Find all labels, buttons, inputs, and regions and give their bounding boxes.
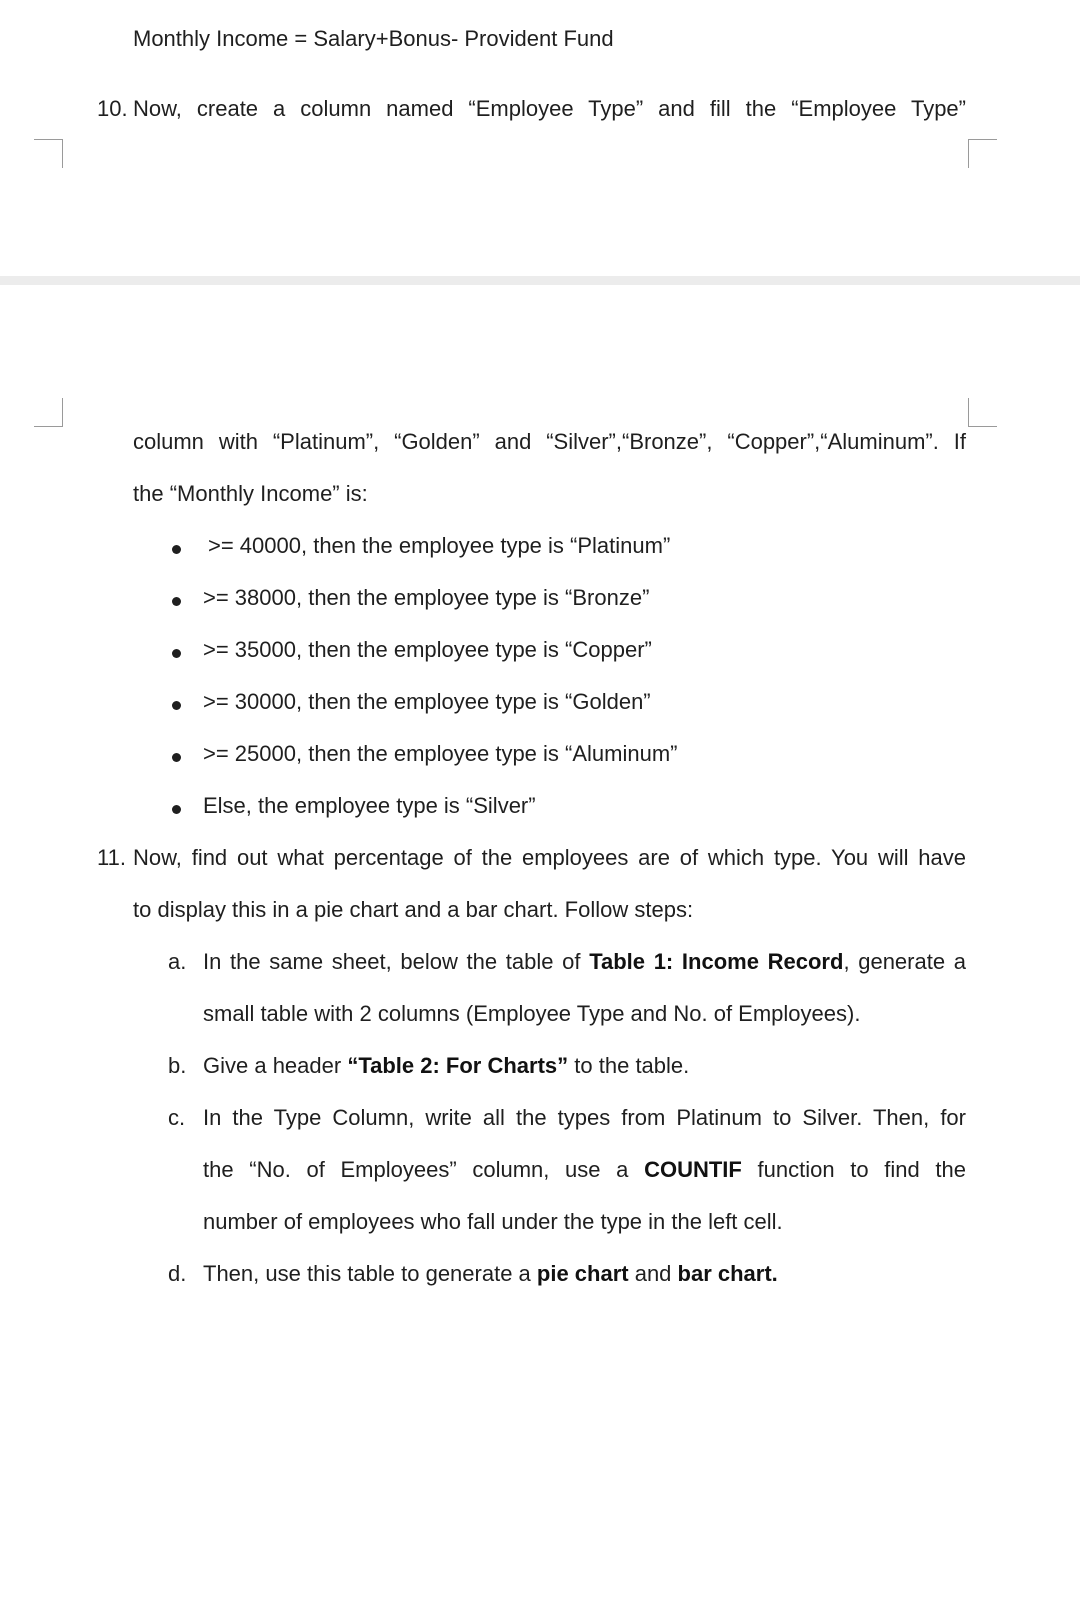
step-a-marker: a.	[168, 949, 187, 974]
rule-bronze: >= 38000, then the employee type is “Bronze”	[203, 585, 650, 610]
rule-platinum: >= 40000, then the employee type is “Platinum”	[208, 533, 671, 558]
rule-aluminum: >= 25000, then the employee type is “Aluminum”	[203, 741, 678, 766]
step-b-marker: b.	[168, 1053, 187, 1078]
rule-golden: >= 30000, then the employee type is “Golden”	[203, 689, 651, 714]
step-a-line-2: small table with 2 columns (Employee Type and No. of Employees).	[203, 1001, 861, 1026]
margin-corner-mark-top-left	[34, 139, 63, 168]
item-11-number: 11.	[97, 845, 126, 870]
table-2-header: “Table 2: For Charts”	[347, 1053, 569, 1078]
step-c-line-1: In the Type Column, write all the types from Platinum to Silver. Then, for	[203, 1105, 966, 1130]
pie-chart-term: pie chart	[536, 1261, 629, 1286]
item-10-number: 10.	[97, 96, 128, 121]
step-b-text: Give a header “Table 2: For Charts” to the table.	[203, 1053, 690, 1078]
countif-function: COUNTIF	[644, 1157, 742, 1182]
bullet-dot	[172, 545, 181, 554]
table-1-name: Table 1: Income Record	[589, 949, 844, 974]
step-c-line-3: number of employees who fall under the type in the left cell.	[203, 1209, 783, 1234]
bullet-dot	[172, 649, 181, 658]
monthly-income-formula: Monthly Income = Salary+Bonus- Provident Fund	[133, 26, 614, 51]
rule-silver: Else, the employee type is “Silver”	[203, 793, 536, 818]
step-d-text: Then, use this table to generate a pie chart and bar chart.	[203, 1261, 778, 1286]
page-break-gap	[0, 276, 1080, 285]
bullet-dot	[172, 597, 181, 606]
step-a-line-1: In the same sheet, below the table of Table 1: Income Record, generate a	[203, 949, 966, 974]
margin-corner-mark-bottom-left	[34, 398, 63, 427]
bullet-dot	[172, 805, 181, 814]
step-d-marker: d.	[168, 1261, 187, 1286]
bullet-dot	[172, 753, 181, 762]
item-10-line-2: column with “Platinum”, “Golden” and “Silver”,“Bronze”, “Copper”,“Aluminum”. If	[133, 429, 966, 454]
step-c-marker: c.	[168, 1105, 186, 1130]
rule-copper: >= 35000, then the employee type is “Copper”	[203, 637, 652, 662]
item-10-line-3: the “Monthly Income” is:	[133, 481, 368, 506]
bar-chart-term: bar chart.	[677, 1261, 778, 1286]
item-10-line-1: Now, create a column named “Employee Type” and fill the “Employee Type”	[133, 96, 966, 121]
item-11-line-2: to display this in a pie chart and a bar chart. Follow steps:	[133, 897, 694, 922]
item-11-line-1: Now, find out what percentage of the employees are of which type. You will have	[133, 845, 966, 870]
margin-corner-mark-bottom-right	[968, 398, 997, 427]
bullet-dot	[172, 701, 181, 710]
step-c-line-2: the “No. of Employees” column, use a COUNTIF function to find the	[203, 1157, 967, 1182]
margin-corner-mark-top-right	[968, 139, 997, 168]
